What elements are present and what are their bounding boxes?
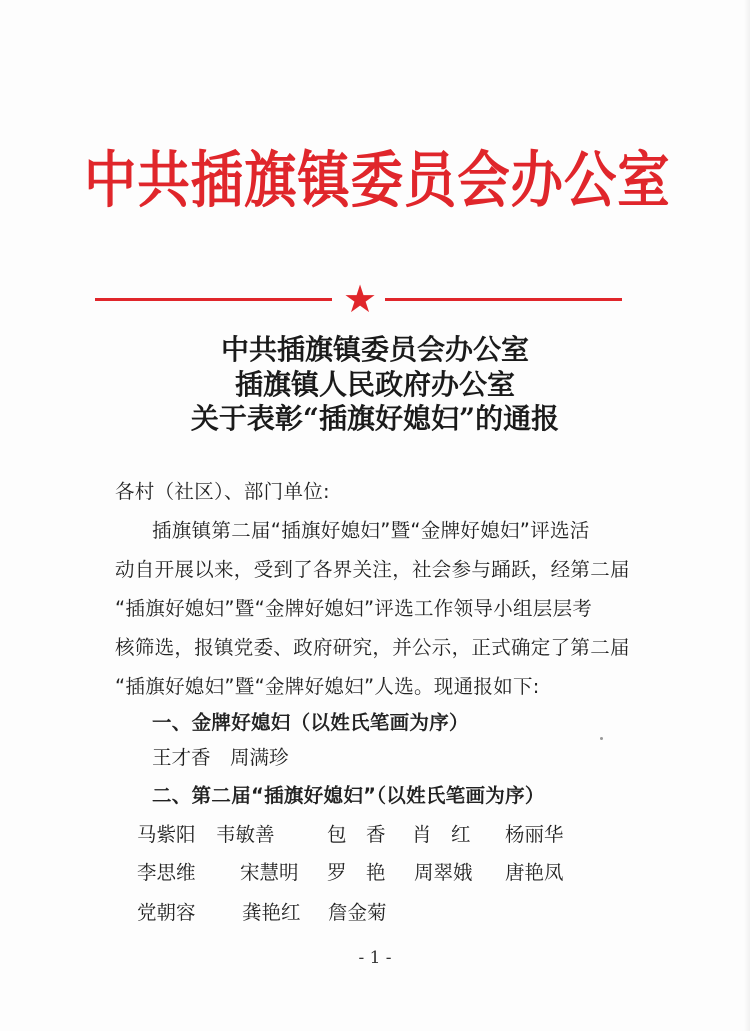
- awardee-name: 周翠娥: [414, 861, 473, 884]
- paragraph-line: 插旗镇第二届“插旗好媳妇”暨“金牌好媳妇”评选活: [152, 519, 590, 542]
- awardee-name: 杨丽华: [505, 823, 564, 846]
- awardee-name: 韦敏善: [216, 823, 275, 846]
- masthead-rule-right: [385, 298, 622, 301]
- awardee-name: 肖 红: [412, 823, 471, 846]
- awardee-name: 宋慧明: [240, 861, 299, 884]
- awardee-name: 唐艳凤: [505, 861, 564, 884]
- doc-title-line-2: 插旗镇人民政府办公室: [234, 368, 515, 401]
- masthead-title: 中共插旗镇委员会办公室: [84, 145, 671, 216]
- paragraph-line: “插旗好媳妇”暨“金牌好媳妇”人选。现通报如下:: [115, 675, 540, 698]
- awardee-name: 马紫阳: [137, 823, 196, 846]
- page-edge-shadow: [744, 0, 750, 1031]
- doc-title-line-1: 中共插旗镇委员会办公室: [220, 333, 529, 366]
- masthead-rule-left: [95, 298, 332, 301]
- section-heading-1: 一、金牌好媳妇（以姓氏笔画为序）: [152, 711, 469, 734]
- salutation: 各村（社区）、部门单位:: [115, 480, 330, 503]
- awardee-name: 周满珍: [230, 746, 289, 769]
- awardee-name: 詹金菊: [328, 901, 387, 924]
- section-heading-2: 二、第二届“插旗好媳妇”（以姓氏笔画为序）: [152, 784, 545, 807]
- awardee-name: 龚艳红: [242, 901, 301, 924]
- page-number: - 1 -: [358, 948, 392, 968]
- paragraph-line: “插旗好媳妇”暨“金牌好媳妇”评选工作领导小组层层考: [115, 597, 593, 620]
- awardee-name: 党朝容: [137, 901, 196, 924]
- awardee-name: 罗 艳: [327, 861, 386, 884]
- doc-title-line-3: 关于表彰“插旗好媳妇”的通报: [190, 402, 560, 435]
- awardee-name: 李思维: [137, 861, 196, 884]
- paragraph-line: 核筛选，报镇党委、政府研究，并公示，正式确定了第二届: [115, 636, 630, 659]
- star-icon: ★: [342, 277, 378, 321]
- awardee-name: 包 香: [327, 823, 386, 846]
- awardee-name: 王才香: [152, 746, 211, 769]
- paragraph-line: 动自开展以来，受到了各界关注，社会参与踊跃，经第二届: [115, 558, 630, 581]
- scan-speck: [600, 737, 603, 740]
